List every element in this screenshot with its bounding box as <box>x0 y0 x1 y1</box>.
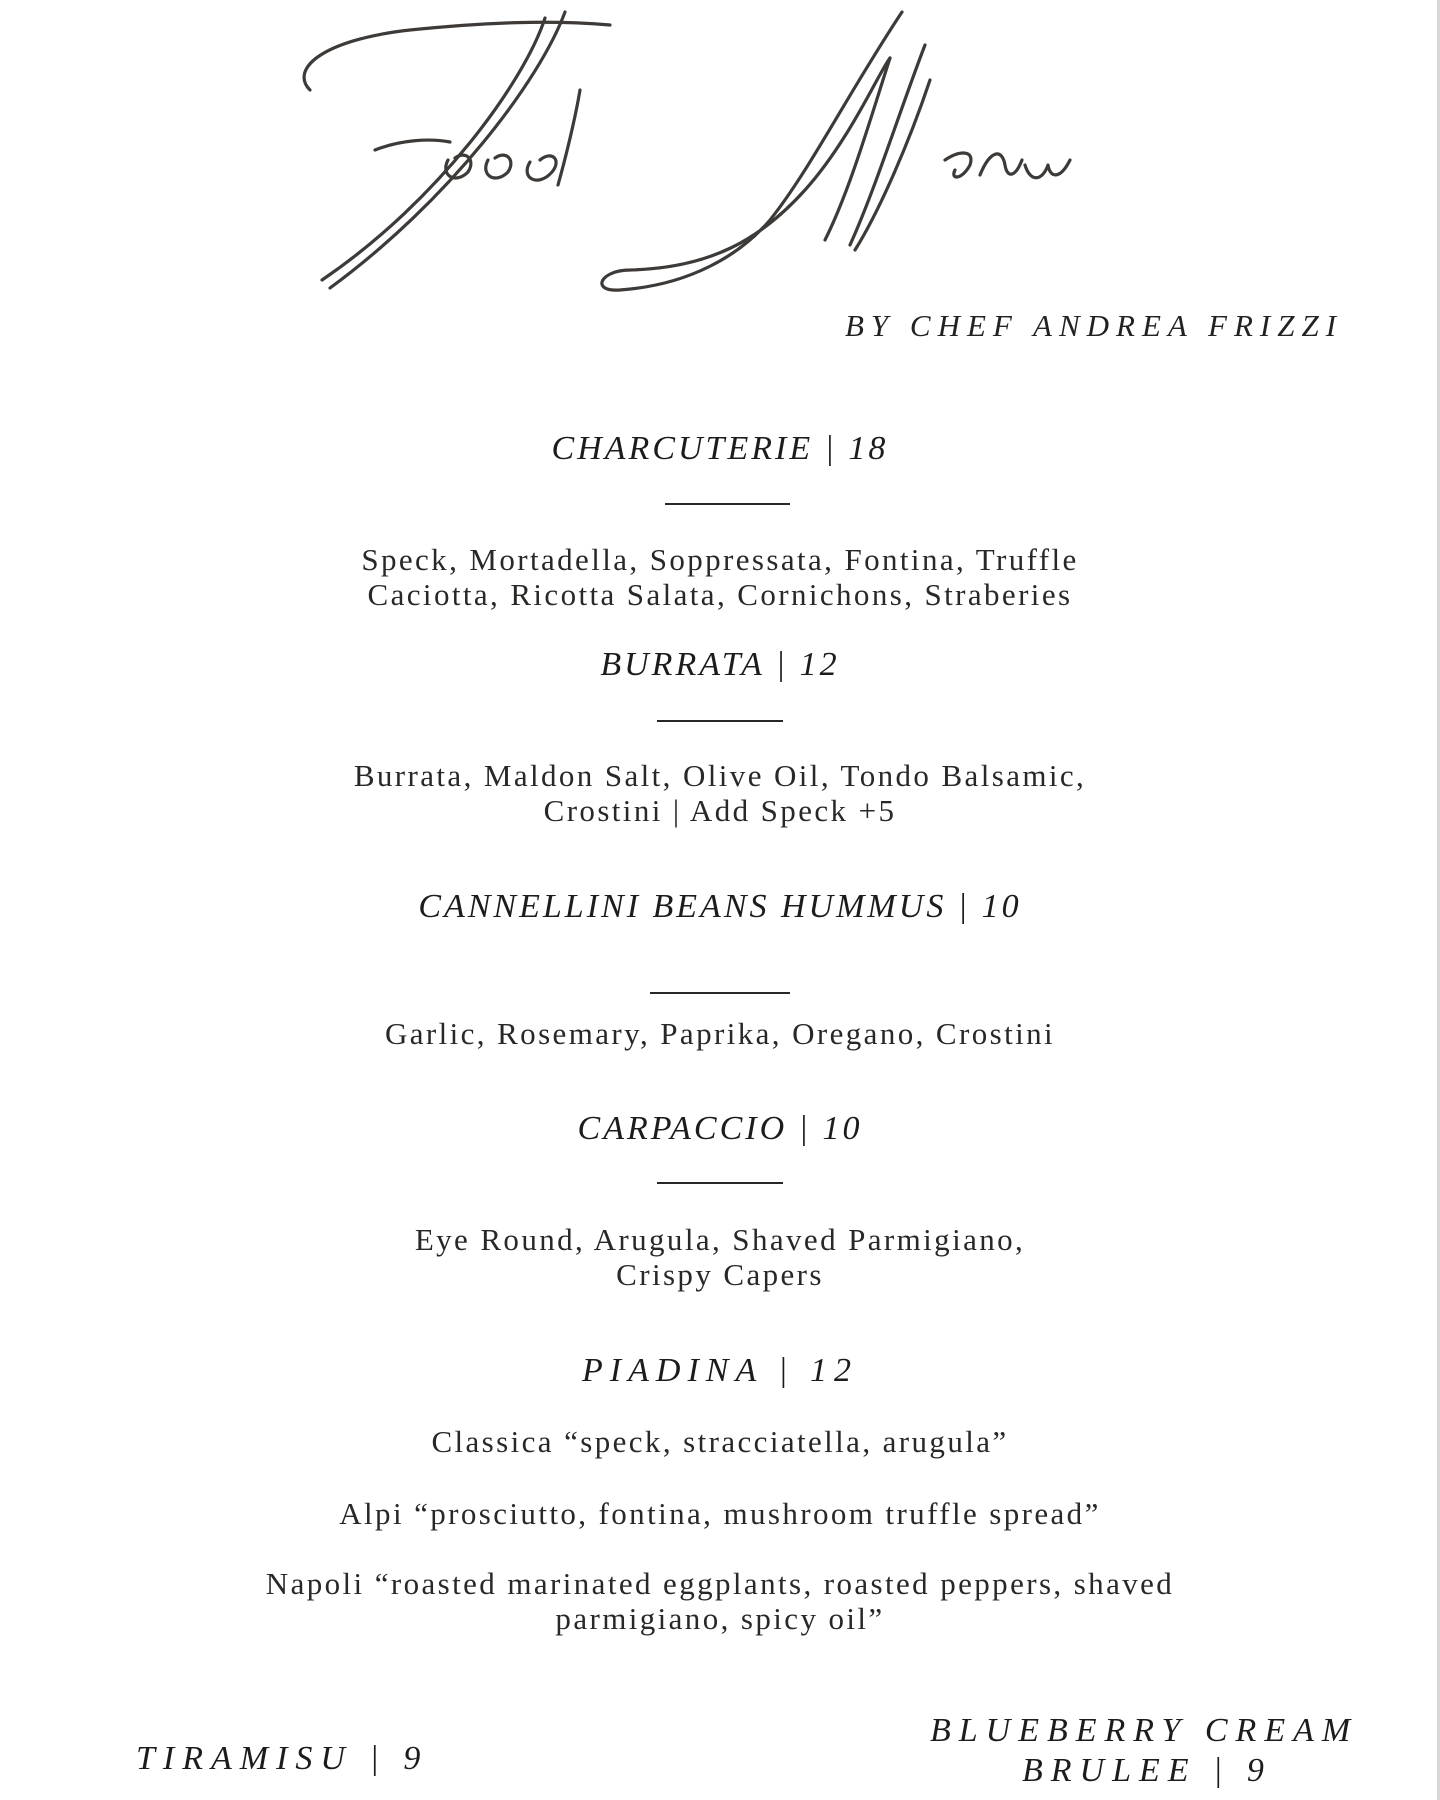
description-line: Eye Round, Arugula, Shaved Parmigiano, <box>414 1222 1026 1257</box>
chef-byline: BY CHEF ANDREA FRIZZI <box>845 308 1344 343</box>
section-description-charcuterie <box>120 542 1320 612</box>
section-divider <box>650 992 790 994</box>
description-line: Speck, Mortadella, Soppressata, Fontina, Truffle <box>361 542 1079 577</box>
section-heading-hummus: CANNELLINI BEANS HUMMUS | 10 <box>418 888 1022 925</box>
piadina-item-classica: Classica “speck, stracciatella, arugula” <box>431 1424 1009 1459</box>
section-heading-carpaccio: CARPACCIO | 10 <box>577 1110 863 1147</box>
description-line: Napoli “roasted marinated eggplants, roasted peppers, shaved <box>265 1566 1175 1601</box>
section-divider <box>665 503 790 505</box>
section-description-burrata <box>120 758 1320 828</box>
section-description-hummus <box>120 1016 1320 1051</box>
description-line: Crispy Capers <box>616 1257 824 1292</box>
description-line: Caciotta, Ricotta Salata, Cornichons, Straberies <box>367 577 1073 612</box>
description-line: Crostini | Add Speck +5 <box>543 793 897 828</box>
dessert-tiramisu: TIRAMISU | 9 <box>136 1740 429 1777</box>
dessert-blueberry-line1: BLUEBERRY CREAM <box>930 1712 1359 1749</box>
page-title <box>300 60 1180 61</box>
piadina-item-napoli <box>120 1566 1320 1636</box>
section-heading-charcuterie: CHARCUTERIE | 18 <box>551 430 889 467</box>
food-menu-script-title <box>290 0 1190 300</box>
section-heading-burrata: BURRATA | 12 <box>600 646 840 683</box>
dessert-blueberry-line2: BRULEE | 9 <box>1022 1752 1272 1789</box>
section-heading-piadina: PIADINA | 12 <box>582 1352 858 1389</box>
description-line: parmigiano, spicy oil” <box>555 1601 885 1636</box>
section-divider <box>657 1182 783 1184</box>
section-description-carpaccio <box>120 1222 1320 1292</box>
piadina-item-alpi: Alpi “prosciutto, fontina, mushroom truffle spread” <box>339 1496 1101 1531</box>
description-line: Burrata, Maldon Salt, Olive Oil, Tondo Balsamic, <box>353 758 1087 793</box>
section-divider <box>657 720 783 722</box>
description-line: Garlic, Rosemary, Paprika, Oregano, Crostini <box>384 1016 1056 1051</box>
